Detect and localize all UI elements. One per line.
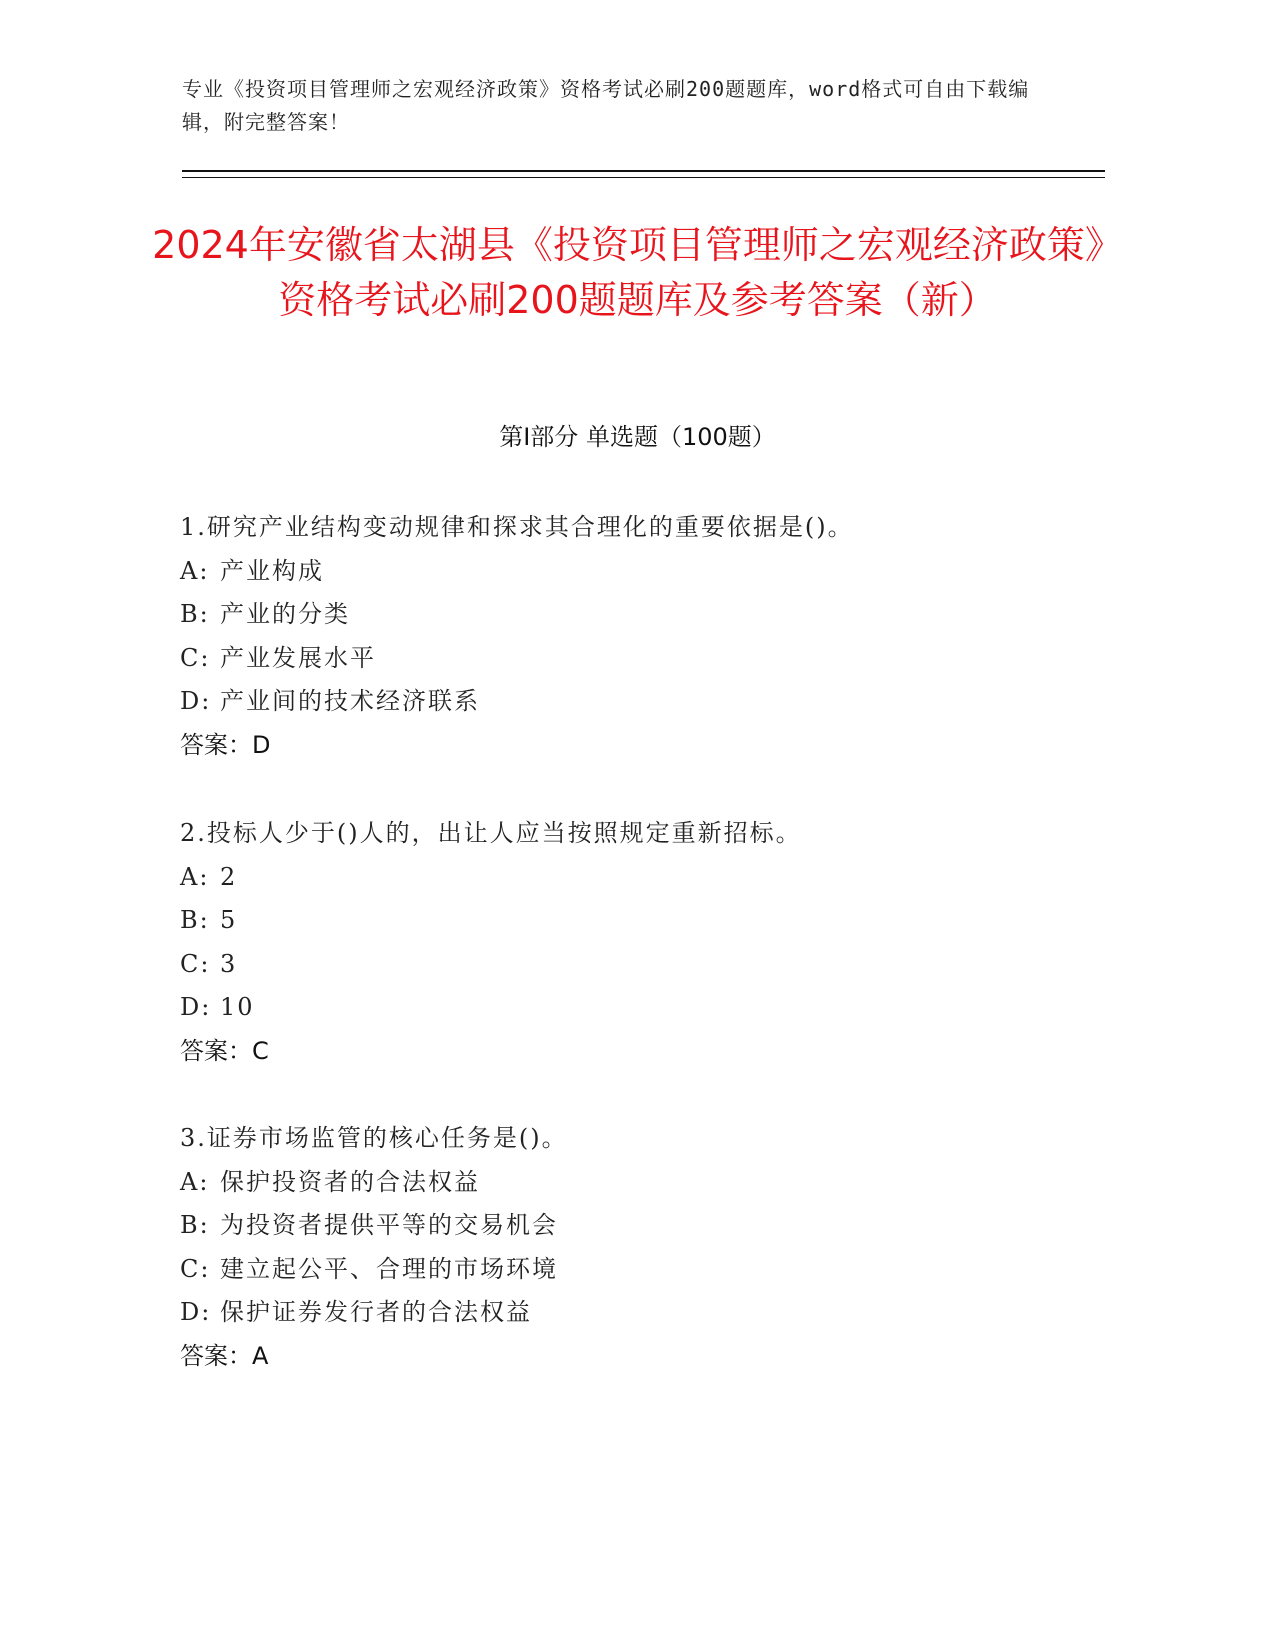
option-text: 产业的分类 <box>220 600 350 628</box>
option-letter: B: <box>180 1211 210 1239</box>
option-c <box>180 637 1080 681</box>
question-block <box>180 1117 1080 1378</box>
option-text: 为投资者提供平等的交易机会 <box>220 1211 558 1239</box>
option-letter: C: <box>180 949 211 978</box>
option-text: 3 <box>220 949 238 978</box>
option-letter: C: <box>180 1254 211 1283</box>
option-text: 保护投资者的合法权益 <box>220 1167 480 1196</box>
option-letter: C: <box>180 643 211 672</box>
header-note: 专业《投资项目管理师之宏观经济政策》资格考试必刷200题题库，word格式可自由下载编辑，附完整答案！ <box>182 77 1030 134</box>
document-title: 2024年安徽省太湖县《投资项目管理师之宏观经济政策》资格考试必刷200题题库及参考答案（新） <box>152 223 1123 322</box>
option-c <box>180 943 1080 987</box>
option-text: 产业构成 <box>220 556 324 585</box>
question-block <box>180 506 1080 767</box>
option-letter: D: <box>180 993 212 1021</box>
option-d <box>180 680 1080 724</box>
option-letter: B: <box>180 906 210 934</box>
option-a <box>180 1161 1080 1205</box>
option-text: 产业间的技术经济联系 <box>220 687 480 715</box>
answer-line: 答案：D <box>180 730 271 759</box>
option-text: 10 <box>220 993 255 1021</box>
option-b <box>180 899 1080 943</box>
option-letter: B: <box>180 600 210 628</box>
option-c <box>180 1248 1080 1292</box>
option-letter: D: <box>180 1298 212 1326</box>
question-stem: 3.证券市场监管的核心任务是()。 <box>180 1124 568 1152</box>
option-a <box>180 550 1080 594</box>
question-stem: 1.研究产业结构变动规律和探求其合理化的重要依据是()。 <box>180 513 854 541</box>
option-text: 保护证券发行者的合法权益 <box>220 1298 532 1326</box>
option-letter: A: <box>180 862 210 891</box>
option-letter: A: <box>180 1167 210 1196</box>
option-d <box>180 986 1080 1030</box>
header-divider-thick <box>182 170 1105 172</box>
answer-line: 答案：C <box>180 1036 269 1065</box>
option-text: 产业发展水平 <box>220 643 376 672</box>
option-b <box>180 1204 1080 1248</box>
option-text: 建立起公平、合理的市场环境 <box>220 1254 558 1283</box>
option-letter: D: <box>180 687 212 715</box>
question-block <box>180 812 1080 1073</box>
answer-line: 答案：A <box>180 1341 269 1370</box>
option-text: 2 <box>220 862 238 891</box>
question-stem: 2.投标人少于()人的，出让人应当按照规定重新招标。 <box>180 819 802 847</box>
section-title: 第I部分 单选题（100题） <box>499 423 776 451</box>
option-b <box>180 593 1080 637</box>
option-letter: A: <box>180 556 210 585</box>
option-text: 5 <box>220 906 238 934</box>
option-d <box>180 1291 1080 1335</box>
option-a <box>180 856 1080 900</box>
header-divider-thin <box>182 177 1105 178</box>
